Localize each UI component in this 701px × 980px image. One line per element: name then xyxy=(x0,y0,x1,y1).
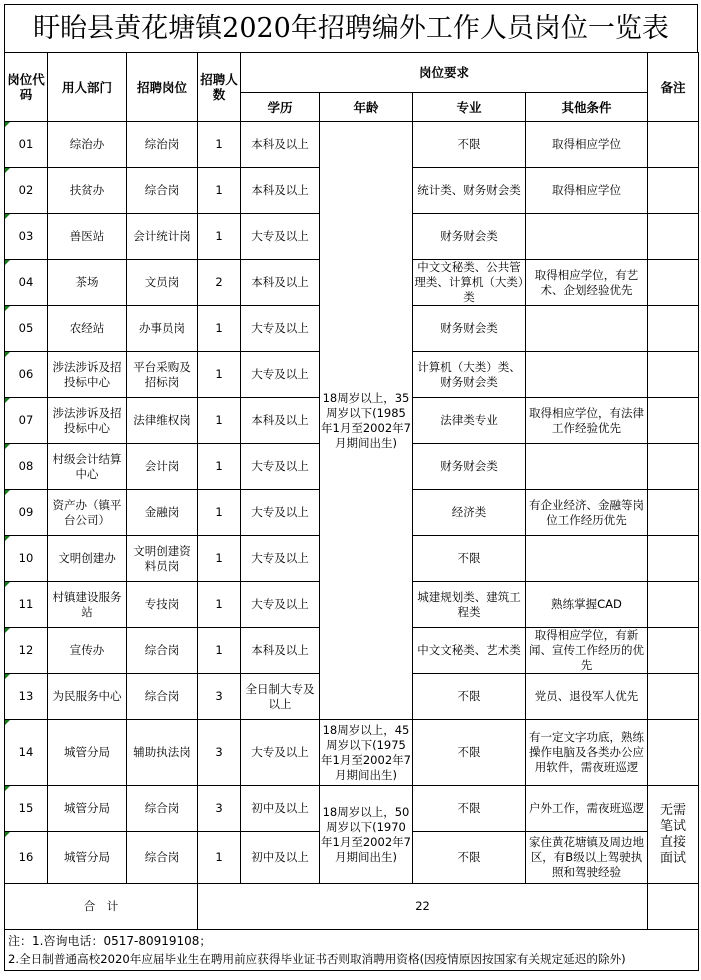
cell-remark xyxy=(648,122,699,168)
table-row xyxy=(5,786,699,832)
note-1: 注：1.咨询电话：0517-80919108； xyxy=(8,934,212,948)
cell-count: 1 xyxy=(198,168,241,214)
table-row xyxy=(5,122,699,168)
cell-remark xyxy=(648,352,699,398)
cell-dept: 文明创建办 xyxy=(48,536,127,582)
cell-dept: 涉法涉诉及招投标中心 xyxy=(48,398,127,444)
cell-code: 10 xyxy=(5,536,48,582)
cell-other: 有企业经济、金融等岗位工作经历优先 xyxy=(526,490,648,536)
cell-edu: 本科及以上 xyxy=(241,168,320,214)
cell-code: 12 xyxy=(5,628,48,674)
notes-row xyxy=(5,930,699,971)
cell-major: 不限 xyxy=(413,832,526,884)
cell-code: 02 xyxy=(5,168,48,214)
cell-post: 文明创建资料员岗 xyxy=(127,536,198,582)
cell-age: 18周岁以上，35周岁以下(1985年1月至2002年7月期间出生) xyxy=(320,122,413,720)
cell-other: 取得相应学位，有新闻、宣传工作经历的优先 xyxy=(526,628,648,674)
cell-major: 统计类、财务财会类 xyxy=(413,168,526,214)
header-edu: 学历 xyxy=(241,93,320,122)
cell-count: 1 xyxy=(198,628,241,674)
cell-major: 中文文秘类、艺术类 xyxy=(413,628,526,674)
cell-dept: 茶场 xyxy=(48,260,127,306)
cell-remark xyxy=(648,398,699,444)
total-remark xyxy=(648,884,699,930)
cell-remark xyxy=(648,490,699,536)
cell-other: 取得相应学位，有艺术、企划经验优先 xyxy=(526,260,648,306)
document-title: 盱眙县黄花塘镇2020年招聘编外工作人员岗位一览表 xyxy=(4,4,698,52)
cell-count: 1 xyxy=(198,352,241,398)
cell-dept: 综治办 xyxy=(48,122,127,168)
cell-major: 不限 xyxy=(413,122,526,168)
cell-code: 16 xyxy=(5,832,48,884)
cell-post: 办事员岗 xyxy=(127,306,198,352)
header-other: 其他条件 xyxy=(526,93,648,122)
table-body xyxy=(5,122,699,884)
cell-remark xyxy=(648,720,699,786)
cell-dept: 村镇建设服务站 xyxy=(48,582,127,628)
cell-other xyxy=(526,536,648,582)
cell-dept: 宣传办 xyxy=(48,628,127,674)
cell-count: 1 xyxy=(198,444,241,490)
cell-count: 1 xyxy=(198,536,241,582)
cell-age: 18周岁以上，50周岁以下(1970年1月至2002年7月期间出生) xyxy=(320,786,413,884)
cell-remark xyxy=(648,628,699,674)
total-label: 合 计 xyxy=(5,884,198,930)
cell-other: 熟练掌握CAD xyxy=(526,582,648,628)
cell-remark xyxy=(648,582,699,628)
cell-edu: 大专及以上 xyxy=(241,490,320,536)
cell-code: 09 xyxy=(5,490,48,536)
cell-age: 18周岁以上，45周岁以下(1975年1月至2002年7月期间出生) xyxy=(320,720,413,786)
cell-edu: 本科及以上 xyxy=(241,260,320,306)
cell-count: 1 xyxy=(198,122,241,168)
cell-other xyxy=(526,214,648,260)
cell-count: 3 xyxy=(198,720,241,786)
cell-edu: 大专及以上 xyxy=(241,720,320,786)
cell-edu: 初中及以上 xyxy=(241,786,320,832)
cell-dept: 城管分局 xyxy=(48,832,127,884)
cell-major: 不限 xyxy=(413,720,526,786)
cell-code: 06 xyxy=(5,352,48,398)
cell-post: 综合岗 xyxy=(127,786,198,832)
header-code: 岗位代码 xyxy=(5,53,48,122)
cell-post: 综合岗 xyxy=(127,674,198,720)
cell-edu: 大专及以上 xyxy=(241,352,320,398)
cell-count: 1 xyxy=(198,214,241,260)
cell-count: 3 xyxy=(198,786,241,832)
cell-count: 1 xyxy=(198,306,241,352)
cell-remark xyxy=(648,260,699,306)
cell-major: 财务财会类 xyxy=(413,444,526,490)
cell-dept: 城管分局 xyxy=(48,720,127,786)
cell-count: 1 xyxy=(198,832,241,884)
cell-edu: 本科及以上 xyxy=(241,122,320,168)
positions-table xyxy=(4,52,699,971)
cell-count: 2 xyxy=(198,260,241,306)
cell-post: 文员岗 xyxy=(127,260,198,306)
header-age: 年龄 xyxy=(320,93,413,122)
cell-edu: 本科及以上 xyxy=(241,628,320,674)
cell-post: 会计岗 xyxy=(127,444,198,490)
cell-post: 辅助执法岗 xyxy=(127,720,198,786)
total-row xyxy=(5,884,699,930)
header-requirements: 岗位要求 xyxy=(241,53,648,93)
cell-other xyxy=(526,444,648,490)
cell-code: 11 xyxy=(5,582,48,628)
cell-count: 1 xyxy=(198,398,241,444)
cell-post: 综合岗 xyxy=(127,832,198,884)
cell-other: 取得相应学位 xyxy=(526,122,648,168)
cell-post: 综治岗 xyxy=(127,122,198,168)
cell-major: 财务财会类 xyxy=(413,306,526,352)
cell-code: 03 xyxy=(5,214,48,260)
cell-edu: 本科及以上 xyxy=(241,398,320,444)
header-dept: 用人部门 xyxy=(48,53,127,122)
cell-remark xyxy=(648,168,699,214)
cell-remark: 无需笔试直接面试 xyxy=(648,786,699,884)
cell-code: 05 xyxy=(5,306,48,352)
cell-edu: 初中及以上 xyxy=(241,832,320,884)
cell-post: 综合岗 xyxy=(127,168,198,214)
cell-major: 计算机（大类）类、财务财会类 xyxy=(413,352,526,398)
notes xyxy=(5,930,699,971)
cell-remark xyxy=(648,674,699,720)
cell-edu: 大专及以上 xyxy=(241,582,320,628)
cell-other: 党员、退役军人优先 xyxy=(526,674,648,720)
cell-dept: 涉法涉诉及招投标中心 xyxy=(48,352,127,398)
cell-major: 不限 xyxy=(413,536,526,582)
cell-major: 法律类专业 xyxy=(413,398,526,444)
cell-major: 城建规划类、建筑工程类 xyxy=(413,582,526,628)
header-major: 专业 xyxy=(413,93,526,122)
cell-major: 不限 xyxy=(413,674,526,720)
cell-other: 户外工作，需夜班巡逻 xyxy=(526,786,648,832)
cell-code: 04 xyxy=(5,260,48,306)
note-2: 2.全日制普通高校2020年应届毕业生在聘用前应获得毕业证书否则取消聘用资格(因疫情原因按国家有关规定延迟的除外) xyxy=(8,952,626,966)
cell-edu: 大专及以上 xyxy=(241,306,320,352)
cell-post: 平台采购及招标岗 xyxy=(127,352,198,398)
cell-dept: 兽医站 xyxy=(48,214,127,260)
cell-dept: 资产办（镇平台公司） xyxy=(48,490,127,536)
cell-remark xyxy=(648,214,699,260)
cell-edu: 大专及以上 xyxy=(241,214,320,260)
cell-other: 有一定文字功底，熟练操作电脑及各类办公应用软件，需夜班巡逻 xyxy=(526,720,648,786)
cell-other: 取得相应学位 xyxy=(526,168,648,214)
cell-other: 取得相应学位，有法律工作经验优先 xyxy=(526,398,648,444)
cell-dept: 扶贫办 xyxy=(48,168,127,214)
cell-post: 会计统计岗 xyxy=(127,214,198,260)
cell-remark xyxy=(648,306,699,352)
cell-other: 家住黄花塘镇及周边地区，有B级以上驾驶执照和驾驶经验 xyxy=(526,832,648,884)
header-post: 招聘岗位 xyxy=(127,53,198,122)
cell-remark xyxy=(648,536,699,582)
cell-count: 3 xyxy=(198,674,241,720)
cell-other xyxy=(526,306,648,352)
cell-edu: 大专及以上 xyxy=(241,444,320,490)
cell-dept: 农经站 xyxy=(48,306,127,352)
total-value: 22 xyxy=(198,884,648,930)
cell-code: 07 xyxy=(5,398,48,444)
table-row xyxy=(5,720,699,786)
cell-remark xyxy=(648,444,699,490)
cell-code: 08 xyxy=(5,444,48,490)
cell-dept: 村级会计结算中心 xyxy=(48,444,127,490)
cell-count: 1 xyxy=(198,582,241,628)
cell-edu: 全日制大专及以上 xyxy=(241,674,320,720)
cell-code: 01 xyxy=(5,122,48,168)
cell-post: 金融岗 xyxy=(127,490,198,536)
cell-edu: 大专及以上 xyxy=(241,536,320,582)
cell-post: 综合岗 xyxy=(127,628,198,674)
header-count: 招聘人数 xyxy=(198,53,241,122)
header-remark: 备注 xyxy=(648,53,699,122)
cell-major: 不限 xyxy=(413,786,526,832)
cell-dept: 城管分局 xyxy=(48,786,127,832)
cell-major: 财务财会类 xyxy=(413,214,526,260)
cell-major: 中文文秘类、公共管理类、计算机（大类）类 xyxy=(414,260,524,304)
recruitment-table-document xyxy=(4,4,698,971)
cell-code: 14 xyxy=(5,720,48,786)
cell-code: 13 xyxy=(5,674,48,720)
cell-count: 1 xyxy=(198,490,241,536)
cell-other xyxy=(526,352,648,398)
cell-major: 经济类 xyxy=(413,490,526,536)
cell-code: 15 xyxy=(5,786,48,832)
cell-post: 专技岗 xyxy=(127,582,198,628)
cell-post: 法律维权岗 xyxy=(127,398,198,444)
cell-dept: 为民服务中心 xyxy=(48,674,127,720)
